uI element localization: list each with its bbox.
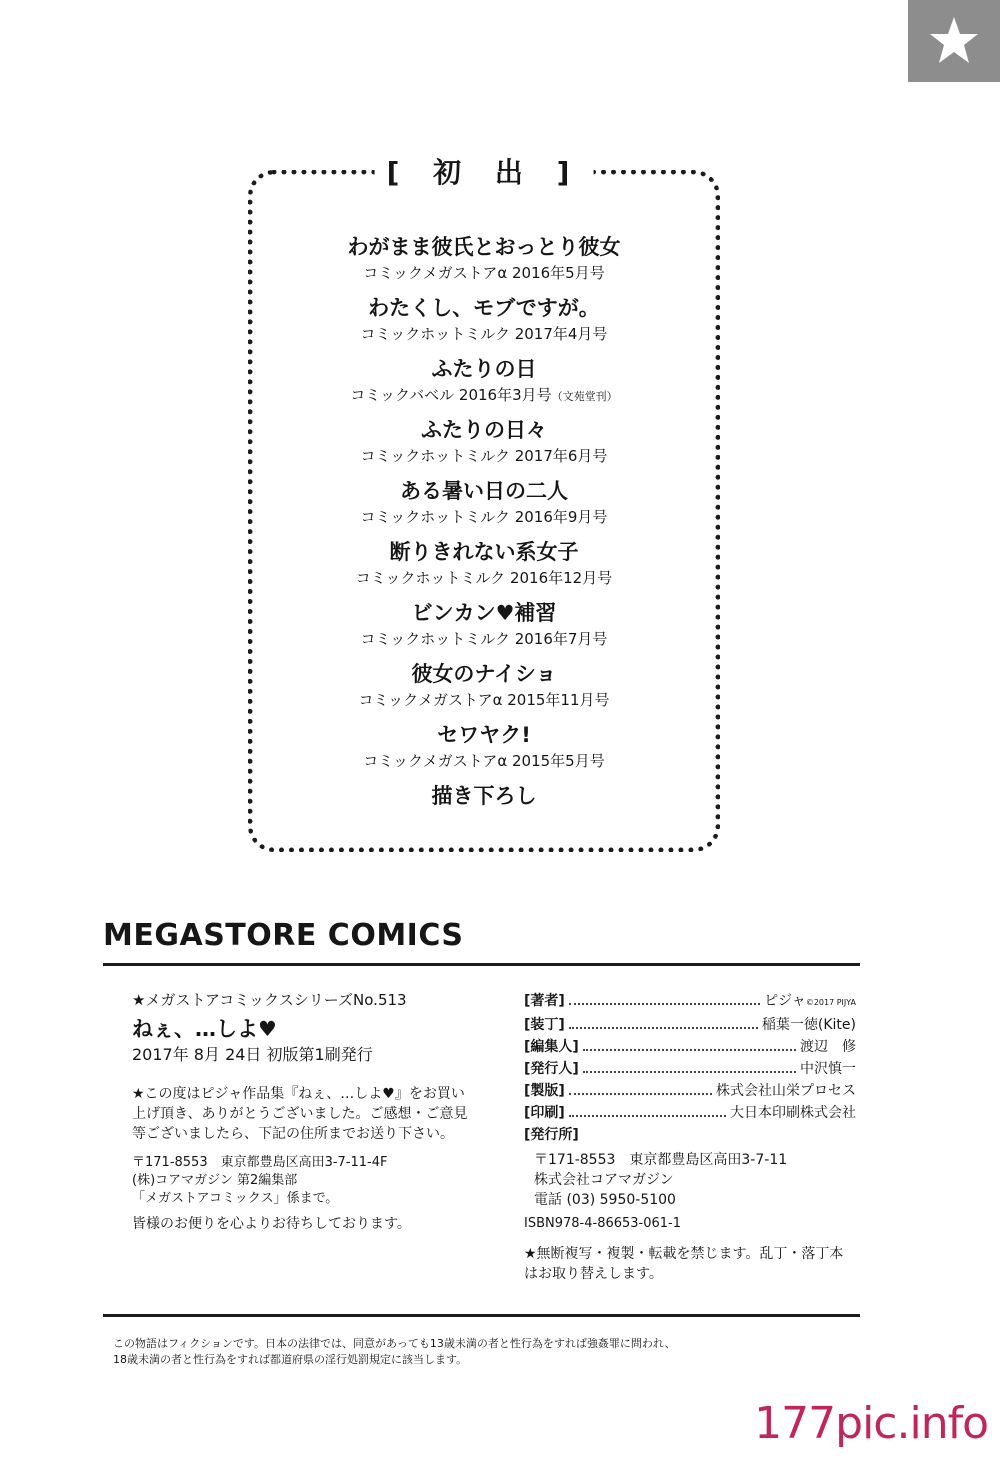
entry — [253, 538, 715, 599]
entry-title: わがまま彼氏とおっとり彼女 — [347, 235, 621, 259]
mail-address-line: (株)コアマガジン 第2編集部 — [132, 1173, 298, 1188]
divider — [103, 1314, 860, 1317]
entry-title: セワヤク! — [437, 723, 531, 747]
leader-dots — [569, 1115, 726, 1117]
mail-address-line: 「メガストアコミックス」係まで。 — [132, 1191, 339, 1206]
credit-name: 株式会社山栄プロセス — [716, 1083, 856, 1099]
fiction-notice-line: この物語はフィクションです。日本の法律では、同意があっても13歳未満の者と性行為をすれば強姦罪に問われ、 — [113, 1337, 676, 1350]
publisher-label-row — [524, 1124, 856, 1146]
credit-role: [編集人] — [524, 1039, 579, 1055]
entry-source: コミックメガストアα 2015年5月号 — [363, 752, 605, 770]
colophon-right — [524, 990, 856, 1284]
credit-role: [製版] — [524, 1083, 565, 1099]
entry-title: ビンカン♥補習 — [411, 601, 557, 625]
entry-title: ふたりの日々 — [421, 418, 547, 442]
rights-notice: ★無断複写・複製・転載を禁じます。乱丁・落丁本はお取り替えします。 — [524, 1246, 844, 1282]
credit-row — [524, 1102, 856, 1124]
watermark: 177pic.info — [754, 1398, 988, 1449]
copyright-mark: ©2017 PIJYA — [805, 998, 856, 1007]
credit-name: ピジャ — [764, 993, 806, 1009]
credit-role: [著者] — [524, 993, 565, 1009]
divider — [103, 963, 860, 966]
closing-message: 皆様のお便りを心よりお待ちしております。 — [132, 1216, 411, 1232]
credit-row — [524, 1014, 856, 1036]
credit-name: 渡辺 修 — [800, 1039, 856, 1055]
thanks-message: ★この度はピジャ作品集『ねぇ、…しよ♥』をお買い上げ頂き、ありがとうございました。ご感想・ご意見等ございましたら、下記の住所までお送り下さい。 — [132, 1086, 468, 1142]
entry-source: コミックメガストアα 2015年11月号 — [358, 691, 610, 709]
entry-title: ふたりの日 — [431, 357, 537, 381]
entry-source: コミックホットミルク 2017年4月号 — [360, 325, 608, 343]
corner-tab — [908, 0, 1000, 82]
entry-title: わたくし、モブですが。 — [368, 296, 600, 320]
entry-source: コミックホットミルク 2017年6月号 — [360, 447, 608, 465]
entry-note: （文苑堂刊） — [551, 390, 618, 403]
book-title: ねぇ、…しよ♥ — [132, 1017, 277, 1041]
entry — [253, 416, 715, 477]
credit-role: [印刷] — [524, 1105, 565, 1121]
publisher-info — [534, 1150, 856, 1210]
credit-name: 稲葉一徳(Kite) — [761, 1017, 856, 1033]
entry-title: 彼女のナイショ — [411, 662, 557, 686]
entry-source: コミックメガストアα 2016年5月号 — [363, 264, 605, 282]
leader-dots — [569, 1003, 760, 1005]
entry-source: コミックホットミルク 2016年12月号 — [355, 569, 613, 587]
entry-source-row — [253, 384, 715, 408]
box-title: [ 初 出 ] — [375, 151, 594, 191]
leader-dots — [569, 1093, 712, 1095]
entry — [253, 599, 715, 660]
entry-title: 描き下ろし — [431, 784, 537, 808]
series-number: ★メガストアコミックスシリーズNo.513 — [132, 991, 407, 1009]
credit-row — [524, 1036, 856, 1058]
entry — [253, 660, 715, 721]
entry — [253, 477, 715, 538]
publisher-address: 〒171-8553 東京都豊島区高田3-7-11 — [534, 1152, 788, 1168]
entry — [253, 294, 715, 355]
credit-row — [524, 1080, 856, 1102]
credit-role: [装丁] — [524, 1017, 565, 1033]
publisher-phone: 電話 (03) 5950-5100 — [534, 1192, 676, 1208]
first-appearance-box — [248, 156, 720, 852]
entry — [253, 782, 715, 843]
colophon-left — [132, 990, 472, 1234]
entry — [253, 233, 715, 294]
credit-role: [発行人] — [524, 1061, 579, 1077]
leader-dots — [583, 1071, 796, 1073]
star-icon — [928, 15, 980, 67]
entry-source: コミックバベル 2016年3月号 — [350, 386, 552, 404]
entry-source: コミックホットミルク 2016年9月号 — [360, 508, 608, 526]
fiction-notice-line: 18歳未満の者と性行為をすれば都道府県の淫行処罰規定に該当します。 — [113, 1353, 468, 1366]
entry-source: コミックホットミルク 2016年7月号 — [360, 630, 608, 648]
credit-row — [524, 1058, 856, 1080]
brand-logo: MEGASTORE COMICS — [103, 918, 464, 953]
entry — [253, 721, 715, 782]
credit-name: 大日本印刷株式会社 — [730, 1105, 856, 1121]
mail-address-line: 〒171-8553 東京都豊島区高田3-7-11-4F — [132, 1155, 388, 1170]
entry — [253, 355, 715, 416]
entries-list — [253, 233, 715, 843]
credit-row — [524, 990, 856, 1014]
entry-title: 断りきれない系女子 — [389, 540, 579, 564]
leader-dots — [569, 1027, 758, 1029]
isbn: ISBN978-4-86653-061-1 — [524, 1216, 682, 1231]
publication-date: 2017年 8月 24日 初版第1刷発行 — [132, 1045, 373, 1064]
publisher-company: 株式会社コアマガジン — [534, 1172, 674, 1188]
fiction-notice — [113, 1336, 676, 1368]
leader-dots — [583, 1049, 796, 1051]
credit-name: 中沢慎一 — [800, 1061, 856, 1077]
publisher-label: [発行所] — [524, 1127, 579, 1143]
entry-title: ある暑い日の二人 — [400, 479, 568, 503]
